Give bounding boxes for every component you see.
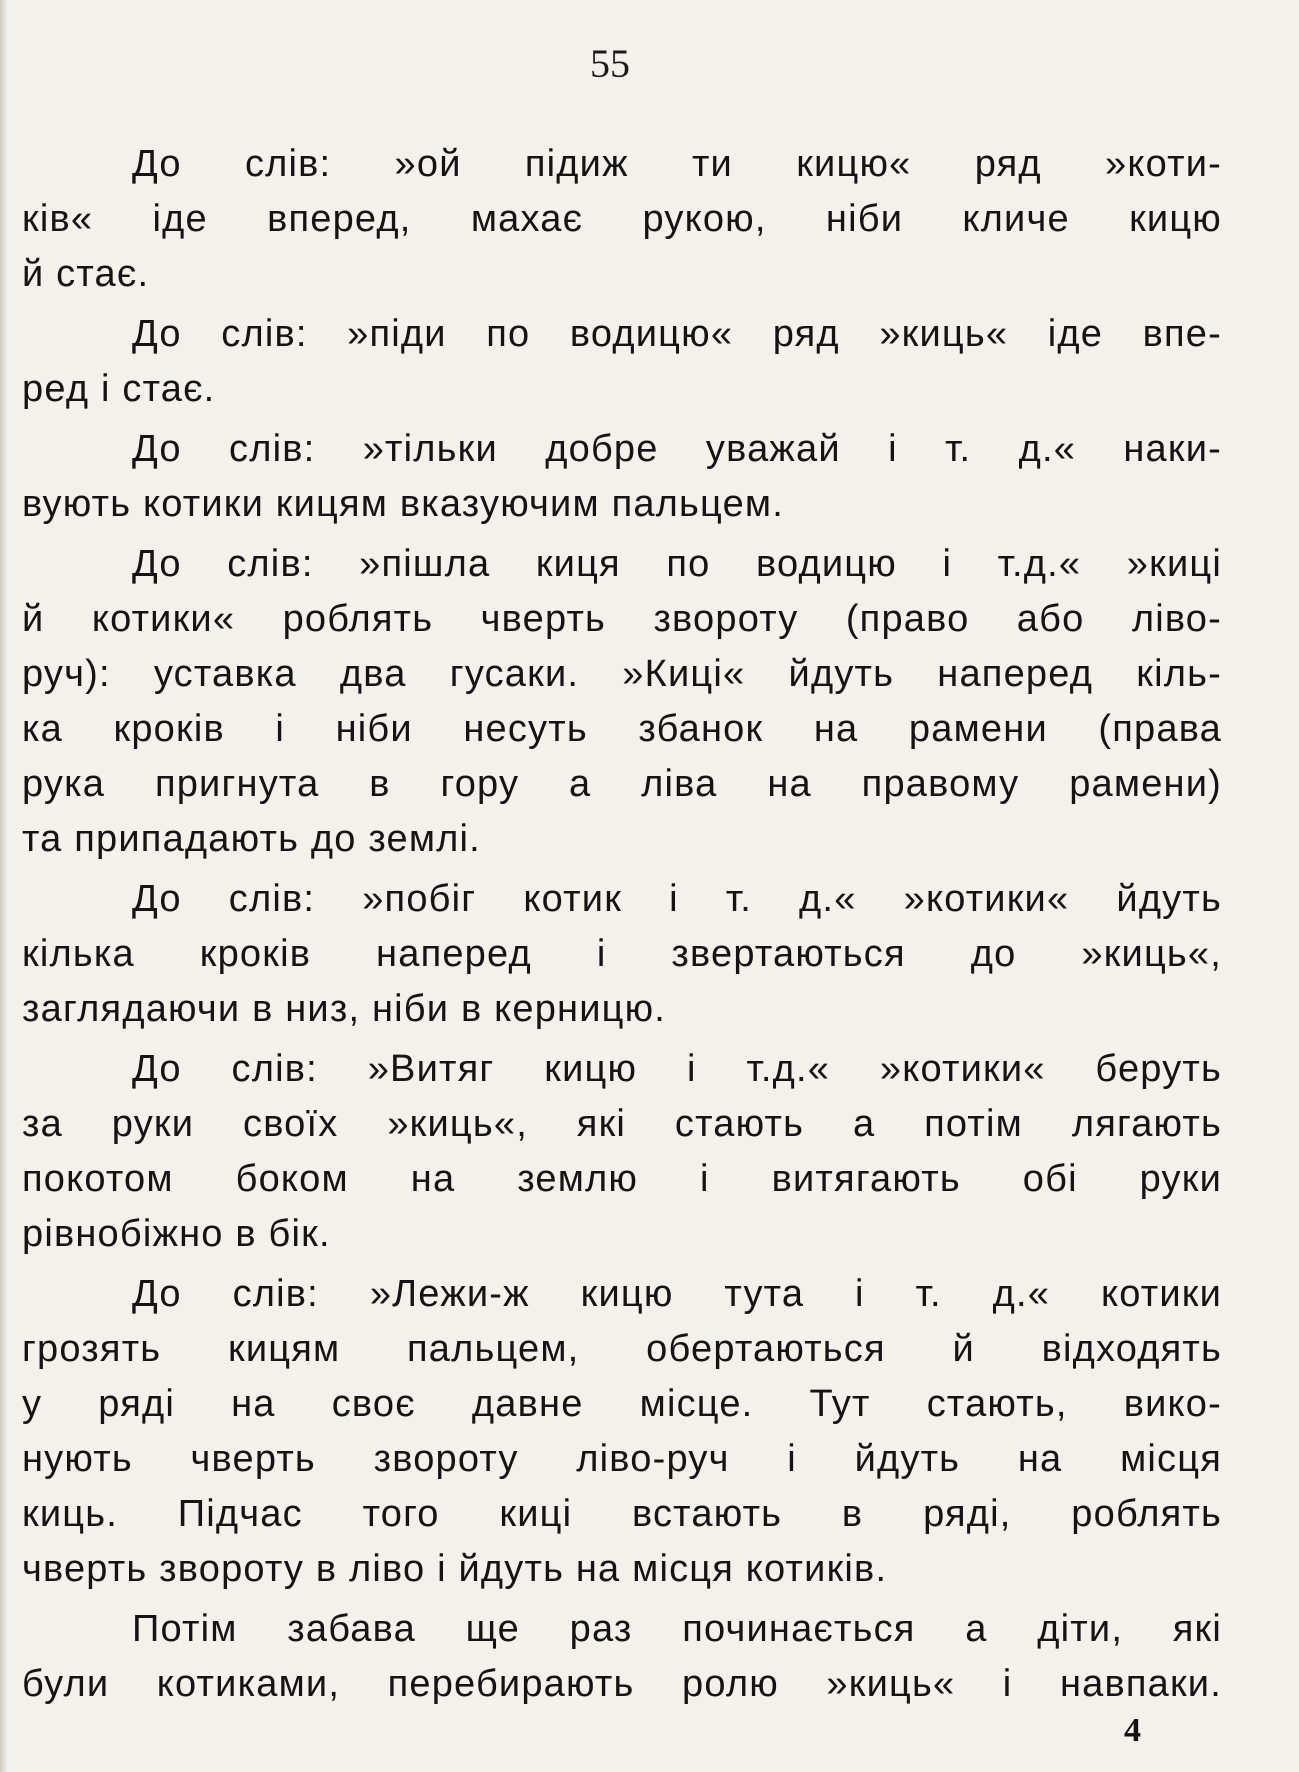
page-edge-shadow: [0, 0, 8, 1772]
text-line: кілька кроків наперед і звертаються до »киць«,: [22, 933, 1222, 975]
paragraph: [22, 872, 1222, 1037]
text-line: До слів: »піди по водицю« ряд »киць« іде впе-: [132, 313, 1222, 355]
paragraph: [22, 1267, 1222, 1597]
text-line: Потім забава ще раз починається а діти, які: [132, 1608, 1222, 1650]
signature-mark: 4: [1124, 1712, 1141, 1749]
text-line: та припадають до землі.: [22, 818, 481, 860]
text-line: До слів: »тільки добре уважай і т. д.« наки-: [132, 428, 1222, 470]
paragraph: [22, 422, 1222, 532]
text-line: киць. Підчас того киці встають в ряді, роблять: [22, 1493, 1222, 1535]
text-line: До слів: »Витяг кицю і т.д.« »котики« беруть: [132, 1048, 1222, 1090]
page-number: 55: [590, 41, 630, 86]
text-line: ків« іде вперед, махає рукою, ніби кличе кицю: [22, 198, 1222, 240]
paragraph: [22, 307, 1222, 417]
text-line: До слів: »Лежи-ж кицю тута і т. д.« котики: [132, 1273, 1222, 1315]
text-line: покотом боком на землю і витягають обі руки: [22, 1158, 1222, 1200]
text-line: й стає.: [22, 253, 150, 295]
text-line: рівнобіжно в бік.: [22, 1213, 331, 1255]
text-line: рука пригнута в гору а ліва на правому рамени): [22, 763, 1222, 805]
text-line: До слів: »побіг котик і т. д.« »котики« йдуть: [132, 878, 1222, 920]
text-line: й котики« роблять чверть звороту (право або ліво-: [22, 598, 1222, 640]
text-line: заглядаючи в низ, ніби в керницю.: [22, 988, 667, 1030]
paragraph: [22, 1602, 1222, 1712]
text-line: руч): уставка два гусаки. »Киці« йдуть наперед кіль-: [22, 653, 1222, 695]
text-line: були котиками, перебирають ролю »киць« і навпаки.: [22, 1663, 1222, 1705]
text-line: чверть звороту в ліво і йдуть на місця котиків.: [22, 1548, 888, 1590]
text-line: ка кроків і ніби несуть збанок на рамени (права: [22, 708, 1222, 750]
paragraph: [22, 537, 1222, 867]
text-line: До слів: »пішла киця по водицю і т.д.« »киці: [132, 543, 1222, 585]
text-line: за руки своїх »киць«, які стають а потім лягають: [22, 1103, 1222, 1145]
paragraph: [22, 1042, 1222, 1262]
text-line: До слів: »ой підиж ти кицю« ряд »коти-: [132, 143, 1222, 185]
text-line: ред і стає.: [22, 368, 216, 410]
paragraph: [22, 137, 1222, 302]
text-line: грозять кицям пальцем, обертаються й відходять: [22, 1328, 1222, 1370]
body-text: [22, 137, 1222, 1712]
text-line: вують котики кицям вказуючим пальцем.: [22, 483, 785, 525]
text-line: нують чверть звороту ліво-руч і йдуть на місця: [22, 1438, 1222, 1480]
text-line: у ряді на своє давне місце. Тут стають, вико-: [22, 1383, 1222, 1425]
